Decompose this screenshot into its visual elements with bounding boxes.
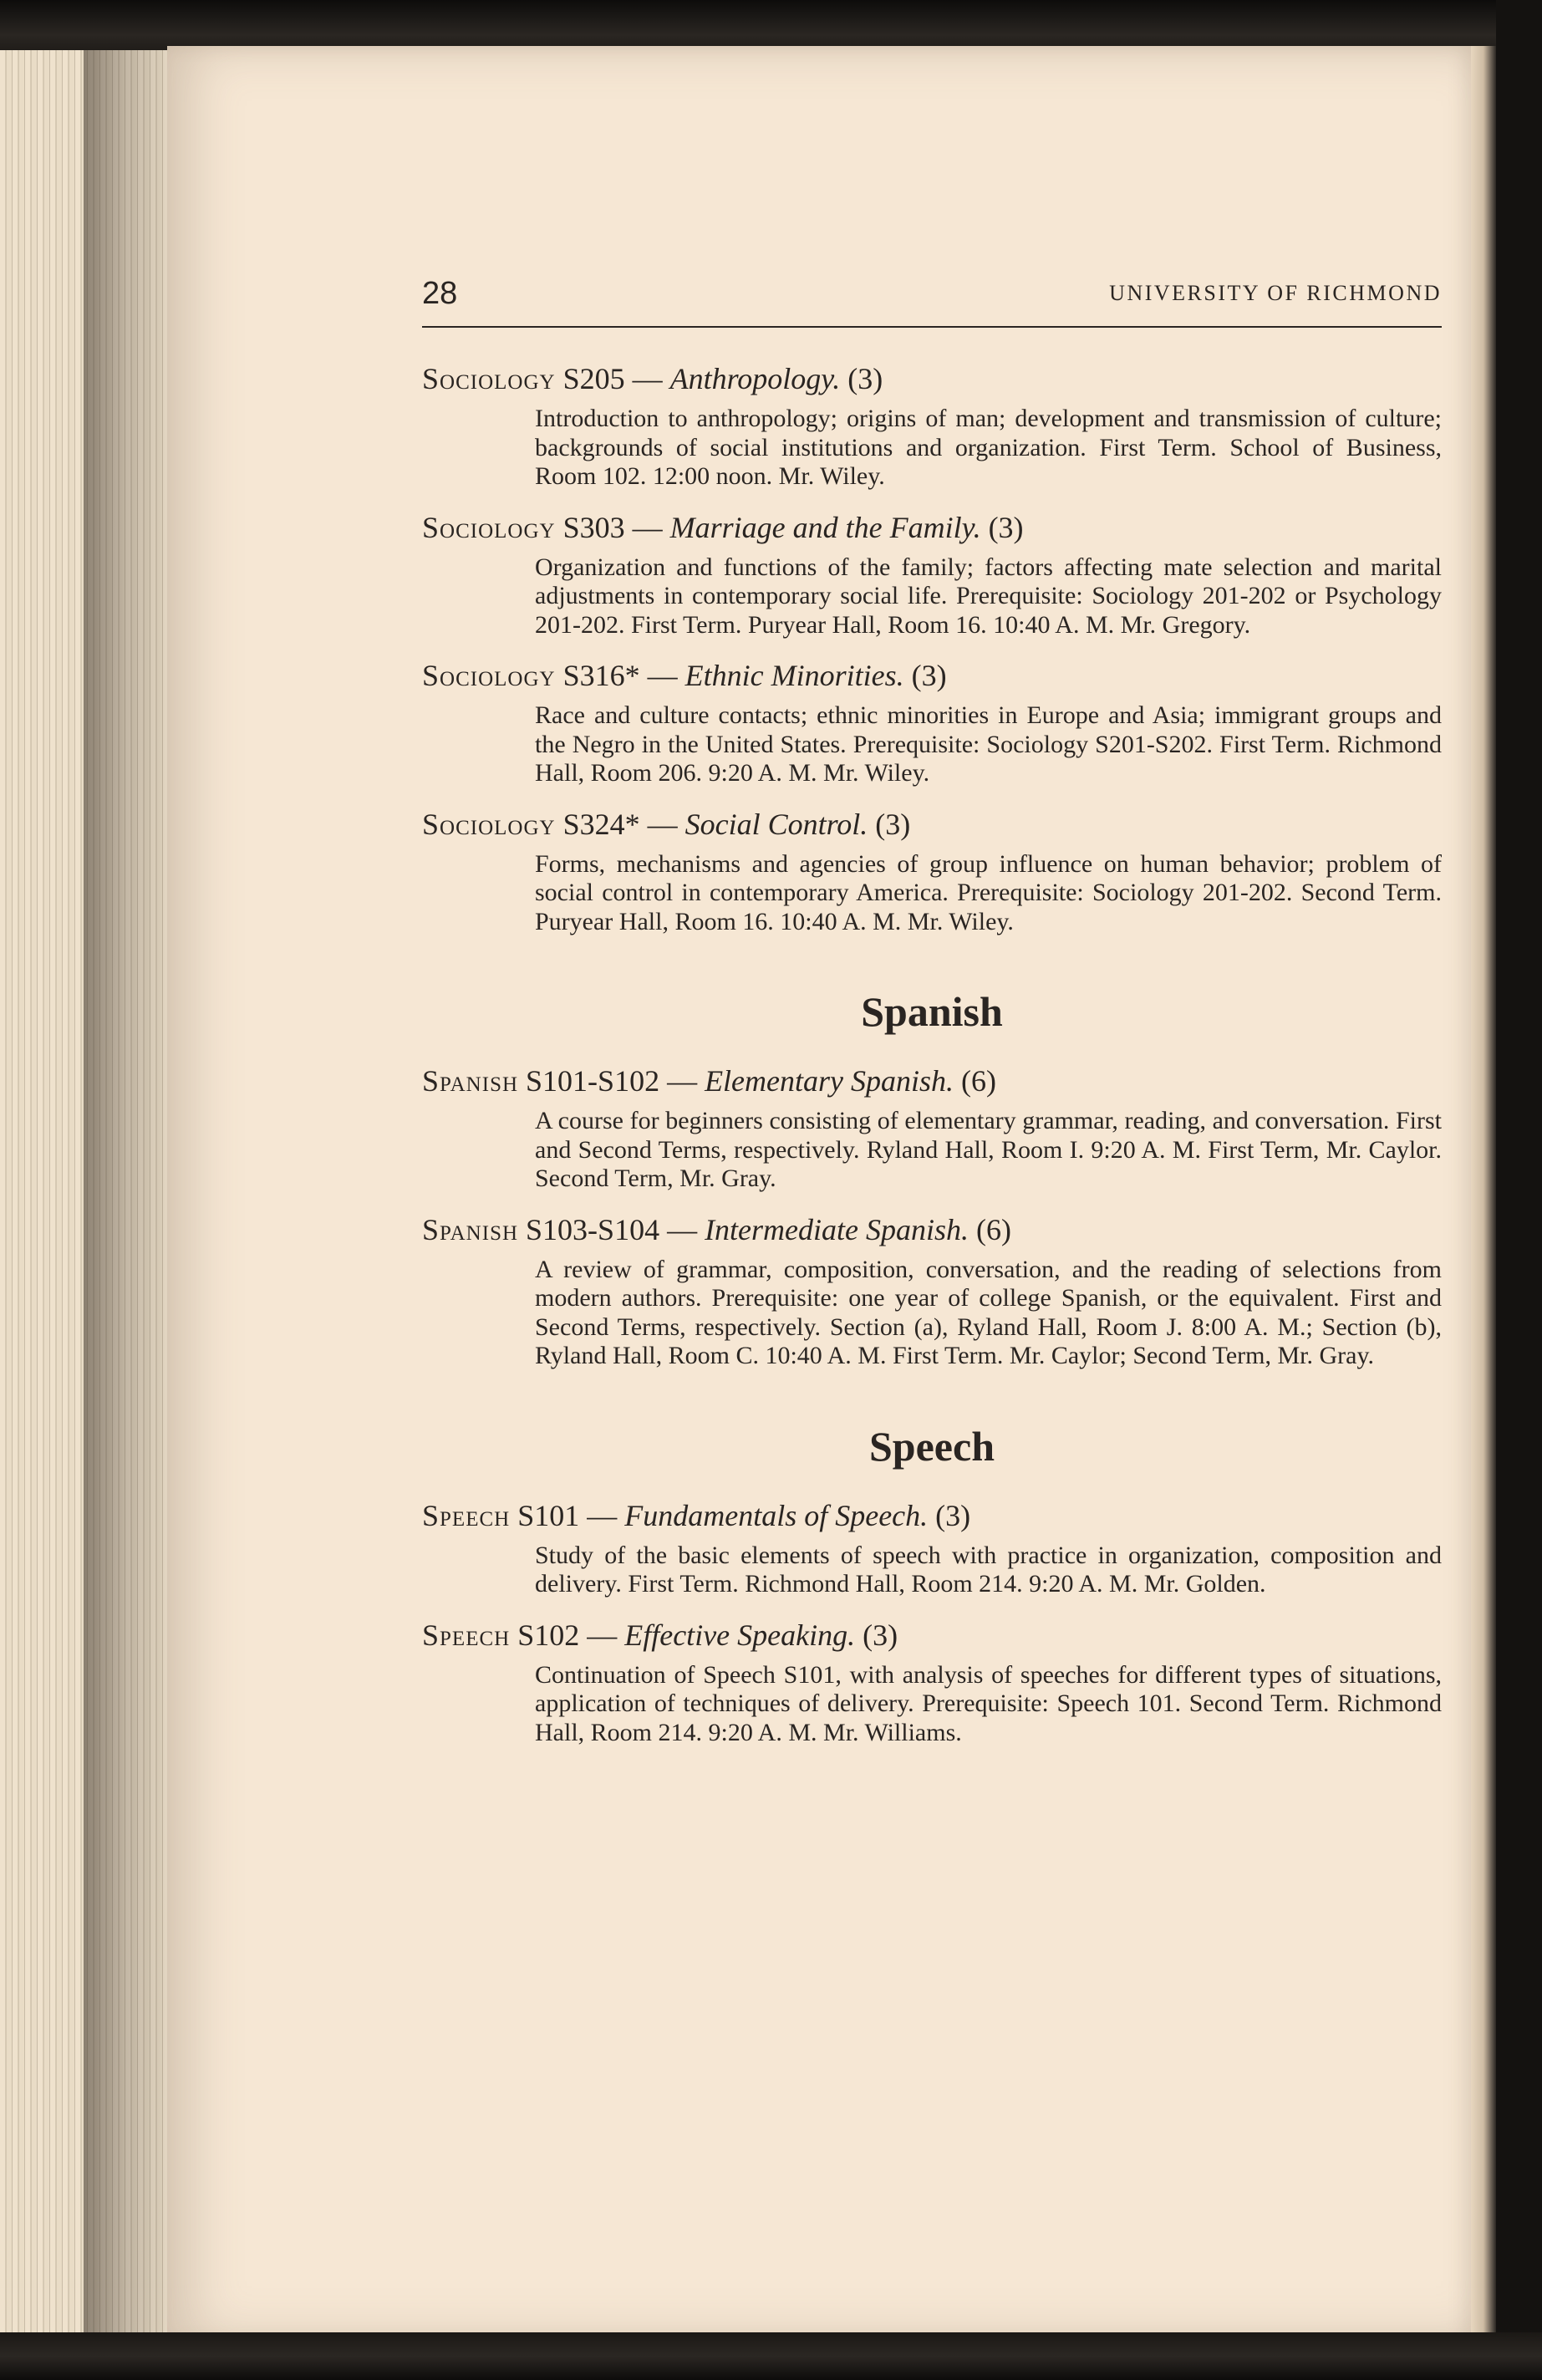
course-name: Intermediate Spanish.: [705, 1212, 969, 1246]
section-heading: Spanish: [861, 988, 1003, 1035]
course-entry: [422, 359, 1442, 492]
course-listing: [422, 359, 1442, 1764]
course-number: S324*: [562, 807, 640, 841]
course-description: Organization and functions of the family; factors affecting mate selection and marital adjustments in contemporary social life. Prerequisite: Sociology 201-202 or Psychology 201-202. First Term. Puryear Hall, Room 16. 10:40 A. M. Mr. Gregory.: [535, 553, 1442, 639]
course-name: Social Control.: [684, 807, 868, 841]
course-credits: (6): [976, 1212, 1011, 1246]
course-number: S303: [562, 510, 625, 544]
course-department: Sociology: [422, 807, 556, 841]
course-description: Forms, mechanisms and agencies of group influence on human behavior; problem of social control in contemporary America. Prerequisite: Sociology 201-202. Second Term. Puryear Hall, Room 16. 10:40 A. M. Mr. Wiley.: [535, 849, 1442, 935]
course-description: A review of grammar, composition, conversation, and the reading of selections from modern authors. Prerequisite: one year of college Spanish, or the equivalent. First and Second Terms, respectively. Section (a), Ryland Hall, Room J. 8:00 A. M.; Section (b), Ryland Hall, Room C. 10:40 A. M. First Term. Mr. Caylor; Second Term, Mr. Gray.: [535, 1255, 1442, 1369]
course-description: Continuation of Speech S101, with analysis of speeches for different types of situations, application of techniques of delivery. Prerequisite: Speech 101. Second Term. Richmond Hall, Room 214. 9:20 A. M. Mr. Williams.: [535, 1660, 1442, 1746]
course-name: Ethnic Minorities.: [684, 659, 904, 692]
course-entry: [422, 805, 1442, 937]
course-department: Sociology: [422, 510, 556, 544]
course-title: Spanish S103-S104 — Intermediate Spanish. (6): [422, 1212, 1011, 1246]
header-rule: [422, 326, 1442, 328]
course-entry: [422, 1496, 1442, 1599]
course-credits: (3): [911, 659, 947, 692]
course-credits: (3): [935, 1498, 971, 1532]
course-number: S101-S102: [526, 1064, 660, 1098]
course-department: Spanish: [422, 1212, 519, 1246]
course-department: Spanish: [422, 1064, 519, 1098]
course-department: Sociology: [422, 362, 556, 395]
course-description: Race and culture contacts; ethnic minorities in Europe and Asia; immigrant groups and the Negro in the United States. Prerequisite: Sociology S201-S202. First Term. Richmond Hall, Room 206. 9:20 A. M. Mr. Wiley.: [535, 701, 1442, 787]
course-number: S102: [517, 1618, 580, 1652]
course-title: Sociology S303 — Marriage and the Family. (3): [422, 510, 1024, 544]
course-credits: (3): [875, 807, 911, 841]
course-department: Speech: [422, 1498, 511, 1532]
course-number: S101: [517, 1498, 580, 1532]
course-entry: [422, 1616, 1442, 1748]
scan-border-bottom: [0, 2332, 1542, 2380]
course-title: Sociology S324* — Social Control. (3): [422, 807, 911, 841]
course-credits: (3): [988, 510, 1024, 544]
course-name: Marriage and the Family.: [669, 510, 981, 544]
course-entry: [422, 656, 1442, 788]
course-description: A course for beginners consisting of elementary grammar, reading, and conversation. First and Second Terms, respectively. Ryland Hall, Room I. 9:20 A. M. First Term, Mr. Caylor. Second Term, Mr. Gray.: [535, 1107, 1442, 1192]
course-title: Spanish S101-S102 — Elementary Spanish. (6): [422, 1064, 996, 1098]
course-name: Anthropology.: [669, 362, 841, 395]
course-department: Sociology: [422, 659, 556, 692]
section-heading: Speech: [869, 1422, 995, 1470]
course-name: Elementary Spanish.: [705, 1064, 954, 1098]
page-header: [422, 276, 1442, 318]
page-number: 28: [422, 276, 458, 311]
running-head: UNIVERSITY OF RICHMOND: [1109, 281, 1442, 305]
course-credits: (6): [961, 1064, 996, 1098]
course-title: Sociology S205 — Anthropology. (3): [422, 362, 883, 395]
course-description: Study of the basic elements of speech with practice in organization, composition and delivery. First Term. Richmond Hall, Room 214. 9:20 A. M. Mr. Golden.: [535, 1541, 1442, 1598]
course-department: Speech: [422, 1618, 511, 1652]
course-credits: (3): [863, 1618, 898, 1652]
scan-border-right: [1496, 0, 1542, 2380]
course-number: S316*: [562, 659, 640, 692]
course-entry: [422, 508, 1442, 640]
course-entry: [422, 1062, 1442, 1194]
course-title: Speech S102 — Effective Speaking. (3): [422, 1618, 898, 1652]
course-title: Sociology S316* — Ethnic Minorities. (3): [422, 659, 947, 692]
course-number: S103-S104: [526, 1212, 660, 1246]
course-number: S205: [562, 362, 625, 395]
course-entry: [422, 1210, 1442, 1371]
page-right-edge: [1471, 46, 1496, 2341]
course-name: Effective Speaking.: [624, 1618, 856, 1652]
course-credits: (3): [847, 362, 883, 395]
course-name: Fundamentals of Speech.: [624, 1498, 929, 1532]
course-title: Speech S101 — Fundamentals of Speech. (3): [422, 1498, 971, 1532]
course-description: Introduction to anthropology; origins of man; development and transmission of culture; backgrounds of social institutions and organization. First Term. School of Business, Room 102. 12:00 noon. Mr. Wiley.: [535, 405, 1442, 490]
